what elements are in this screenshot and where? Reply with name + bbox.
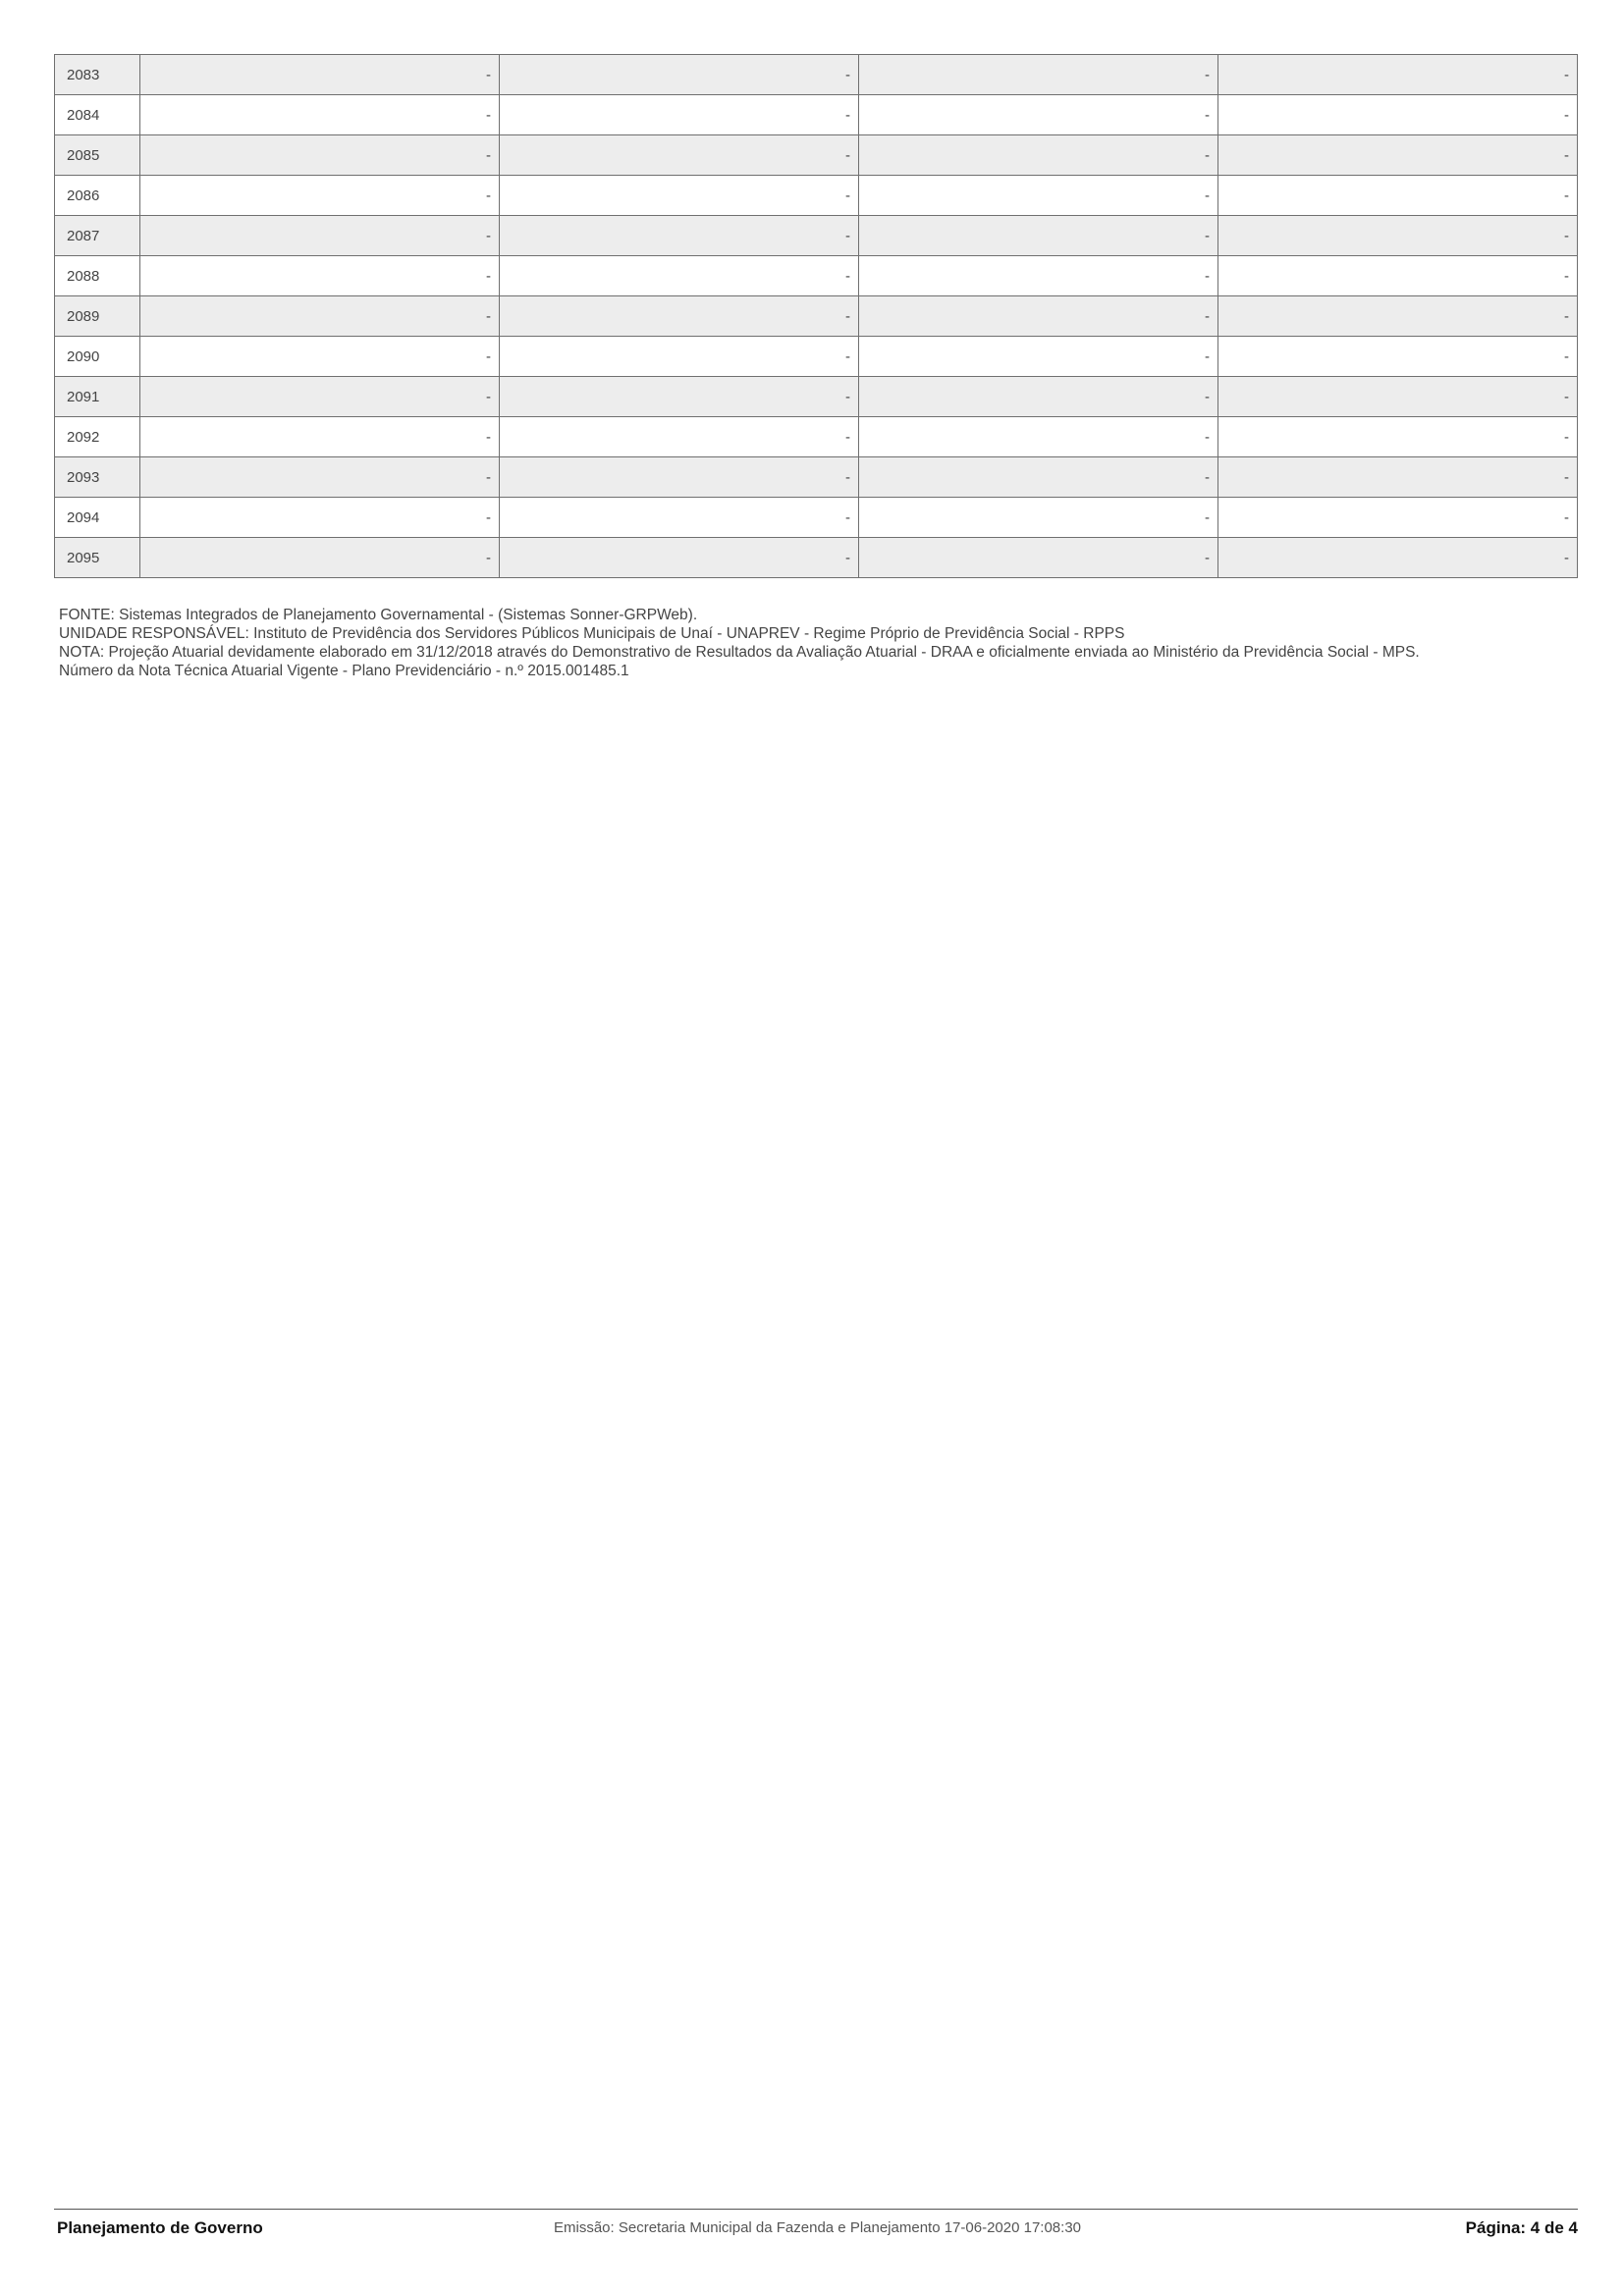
year-cell: 2095 xyxy=(55,538,140,578)
value-cell: - xyxy=(500,296,859,337)
value-cell: - xyxy=(140,538,500,578)
table-row xyxy=(55,135,1578,176)
value-cell: - xyxy=(1218,457,1578,498)
source-note: FONTE: Sistemas Integrados de Planejamento Governamental - (Sistemas Sonner-GRPWeb). xyxy=(59,607,698,623)
year-cell: 2086 xyxy=(55,176,140,216)
year-cell: 2083 xyxy=(55,55,140,95)
year-cell: 2092 xyxy=(55,417,140,457)
value-cell: - xyxy=(140,176,500,216)
value-cell: - xyxy=(140,95,500,135)
footer-title: Planejamento de Governo xyxy=(57,2218,263,2237)
value-cell: - xyxy=(1218,176,1578,216)
value-cell: - xyxy=(1218,417,1578,457)
value-cell: - xyxy=(1218,135,1578,176)
value-cell: - xyxy=(859,256,1218,296)
table-row xyxy=(55,95,1578,135)
value-cell: - xyxy=(859,538,1218,578)
projection-table-body xyxy=(55,55,1578,578)
value-cell: - xyxy=(140,296,500,337)
table-row xyxy=(55,377,1578,417)
value-cell: - xyxy=(140,337,500,377)
value-cell: - xyxy=(140,457,500,498)
value-cell: - xyxy=(1218,95,1578,135)
value-cell: - xyxy=(859,417,1218,457)
year-cell: 2094 xyxy=(55,498,140,538)
technical-note-number: Número da Nota Técnica Atuarial Vigente - Plano Previdenciário - n.º 2015.001485.1 xyxy=(59,663,629,679)
year-cell: 2084 xyxy=(55,95,140,135)
value-cell: - xyxy=(500,95,859,135)
value-cell: - xyxy=(140,256,500,296)
value-cell: - xyxy=(140,377,500,417)
actuarial-note: NOTA: Projeção Atuarial devidamente elaborado em 31/12/2018 através do Demonstrativo de Resultados da Avaliação Atuarial - DRAA e oficialmente enviada ao Ministério da Previdência Social - MPS. xyxy=(59,644,1420,661)
value-cell: - xyxy=(500,176,859,216)
year-cell: 2088 xyxy=(55,256,140,296)
value-cell: - xyxy=(859,377,1218,417)
value-cell: - xyxy=(1218,55,1578,95)
value-cell: - xyxy=(140,417,500,457)
value-cell: - xyxy=(140,55,500,95)
value-cell: - xyxy=(500,337,859,377)
table-row xyxy=(55,256,1578,296)
year-cell: 2091 xyxy=(55,377,140,417)
table-row xyxy=(55,457,1578,498)
value-cell: - xyxy=(1218,377,1578,417)
value-cell: - xyxy=(500,256,859,296)
value-cell: - xyxy=(1218,538,1578,578)
value-cell: - xyxy=(1218,337,1578,377)
table-row xyxy=(55,538,1578,578)
value-cell: - xyxy=(859,498,1218,538)
year-cell: 2085 xyxy=(55,135,140,176)
year-cell: 2089 xyxy=(55,296,140,337)
table-row xyxy=(55,337,1578,377)
value-cell: - xyxy=(1218,296,1578,337)
footer-divider xyxy=(54,2209,1578,2210)
table-row xyxy=(55,216,1578,256)
value-cell: - xyxy=(1218,216,1578,256)
table-notes xyxy=(59,606,1581,680)
value-cell: - xyxy=(500,457,859,498)
value-cell: - xyxy=(140,135,500,176)
value-cell: - xyxy=(859,296,1218,337)
year-cell: 2093 xyxy=(55,457,140,498)
value-cell: - xyxy=(1218,498,1578,538)
value-cell: - xyxy=(500,417,859,457)
value-cell: - xyxy=(859,95,1218,135)
value-cell: - xyxy=(859,216,1218,256)
value-cell: - xyxy=(500,377,859,417)
value-cell: - xyxy=(859,55,1218,95)
value-cell: - xyxy=(500,216,859,256)
page-footer xyxy=(57,2218,1578,2244)
projection-table xyxy=(54,54,1578,578)
table-row xyxy=(55,498,1578,538)
value-cell: - xyxy=(500,135,859,176)
value-cell: - xyxy=(500,55,859,95)
value-cell: - xyxy=(859,457,1218,498)
year-cell: 2090 xyxy=(55,337,140,377)
value-cell: - xyxy=(500,538,859,578)
table-row xyxy=(55,176,1578,216)
responsible-unit-note: UNIDADE RESPONSÁVEL: Instituto de Previdência dos Servidores Públicos Municipais de Unaí - UNAPREV - Regime Próprio de Previdência Social - RPPS xyxy=(59,625,1125,642)
value-cell: - xyxy=(140,216,500,256)
footer-emission: Emissão: Secretaria Municipal da Fazenda e Planejamento 17-06-2020 17:08:30 xyxy=(554,2219,1081,2236)
table-row xyxy=(55,417,1578,457)
value-cell: - xyxy=(1218,256,1578,296)
page-number: Página: 4 de 4 xyxy=(1465,2218,1578,2237)
value-cell: - xyxy=(859,135,1218,176)
value-cell: - xyxy=(859,337,1218,377)
value-cell: - xyxy=(140,498,500,538)
value-cell: - xyxy=(500,498,859,538)
table-row xyxy=(55,55,1578,95)
value-cell: - xyxy=(859,176,1218,216)
year-cell: 2087 xyxy=(55,216,140,256)
table-row xyxy=(55,296,1578,337)
